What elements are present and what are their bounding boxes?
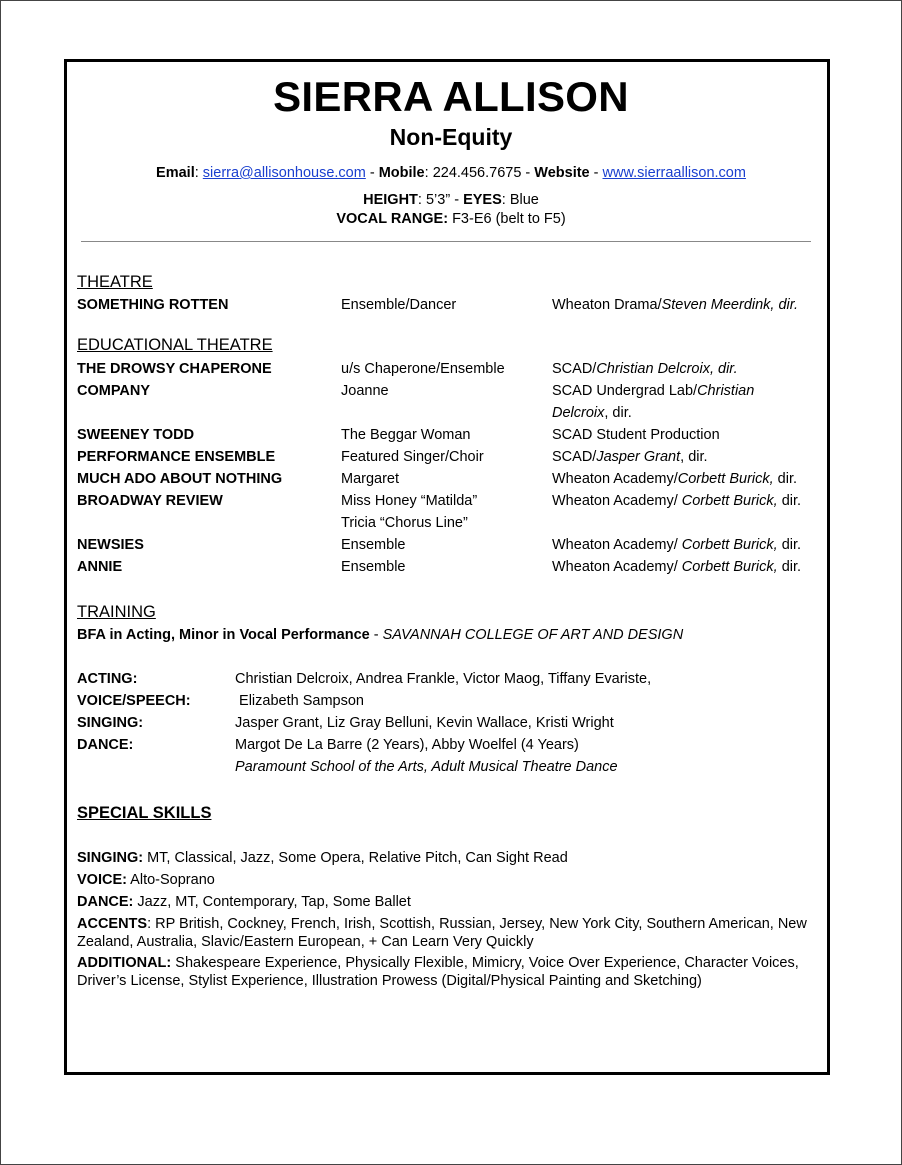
company-director	[552, 446, 708, 468]
training-instructors: Christian Delcroix, Andrea Frankle, Victor Maog, Tiffany Evariste,	[235, 671, 652, 687]
credit-row	[0, 380, 902, 402]
skill-label: DANCE:	[77, 894, 134, 910]
vocal-range-value: F3-E6 (belt to F5)	[452, 211, 566, 227]
show-title: BROADWAY REVIEW	[77, 493, 223, 509]
company: Wheaton Drama/	[552, 297, 662, 313]
company: SCAD/	[552, 449, 597, 465]
union-status: Non-Equity	[389, 124, 513, 150]
training-row	[0, 734, 902, 756]
company: Wheaton Academy/	[552, 537, 682, 553]
training-instructors: Margot De La Barre (2 Years), Abby Woelfel (4 Years)	[235, 737, 579, 753]
credit-row	[0, 358, 902, 380]
director: Corbett Burick,	[681, 559, 778, 575]
training-row	[0, 668, 902, 690]
training-label: SINGING:	[77, 715, 144, 731]
training-label: ACTING:	[77, 671, 138, 687]
company-director	[552, 294, 798, 316]
director: Jasper Grant	[596, 449, 681, 465]
training-label: VOICE/SPEECH:	[77, 693, 191, 709]
director-suffix: dir.	[777, 537, 802, 553]
contact-line: Email: sierra@allisonhouse.com - Mobile: 224.456.7675 - Website - www.sierraallison.com	[156, 165, 746, 181]
role: Miss Honey “Matilda”	[341, 493, 478, 509]
company: Wheaton Academy/	[552, 471, 678, 487]
show-title: NEWSIES	[77, 537, 144, 553]
role: Joanne	[341, 383, 389, 399]
skill-text: MT, Classical, Jazz, Some Opera, Relative Pitch, Can Sight Read	[143, 850, 568, 866]
actor-name: SIERRA ALLISON	[273, 73, 629, 120]
skill-item	[77, 893, 817, 911]
director-suffix: dir.	[777, 493, 802, 509]
credit-row	[0, 446, 902, 468]
company-director	[552, 358, 738, 380]
show-title: PERFORMANCE ENSEMBLE	[77, 449, 276, 465]
show-title: ANNIE	[77, 559, 123, 575]
role: u/s Chaperone/Ensemble	[341, 361, 505, 377]
educational-theatre-heading: EDUCATIONAL THEATRE	[77, 336, 273, 354]
skill-text: Alto-Soprano	[126, 872, 215, 888]
height-label: HEIGHT	[363, 192, 418, 208]
skill-item	[77, 954, 817, 990]
director: Corbett Burick,	[681, 537, 778, 553]
skill-label: VOICE:	[77, 872, 127, 888]
training-instructors: Jasper Grant, Liz Gray Belluni, Kevin Wallace, Kristi Wright	[235, 715, 614, 731]
director: Christian Delcroix, dir.	[596, 361, 738, 377]
training-label: DANCE:	[77, 737, 134, 753]
eyes-label: EYES	[463, 192, 502, 208]
theatre-heading: THEATRE	[77, 273, 153, 291]
training-row	[0, 690, 902, 712]
skill-item	[77, 849, 817, 867]
role: Tricia “Chorus Line”	[341, 515, 468, 531]
company-director	[552, 490, 801, 512]
director: Corbett Burick,	[677, 471, 774, 487]
email-link[interactable]: sierra@allisonhouse.com	[202, 165, 366, 181]
eyes-value: Blue	[509, 192, 539, 208]
skill-text: : RP British, Cockney, French, Irish, Scottish, Russian, Jersey, New York City, Southern American, New Zealand, Australia, Slavic/Eastern European, + Can Learn Very Quickly	[77, 916, 807, 950]
physical-stats: HEIGHT: 5’3” - EYES: Blue	[363, 192, 539, 208]
website-link[interactable]: www.sierraallison.com	[602, 165, 746, 181]
vocal-range-label: VOCAL RANGE:	[336, 211, 449, 227]
credit-row	[0, 534, 902, 556]
training-heading: TRAINING	[77, 603, 156, 621]
company: SCAD/	[552, 361, 597, 377]
company-director	[552, 468, 797, 490]
skill-label: ACCENTS	[77, 916, 148, 932]
director-suffix: dir.	[773, 471, 798, 487]
role: Ensemble	[341, 559, 406, 575]
role: Ensemble	[341, 537, 406, 553]
company: SCAD Student Production	[552, 427, 720, 443]
mobile-label: Mobile	[378, 165, 425, 181]
skill-item	[77, 915, 817, 951]
email-label: Email	[156, 165, 195, 181]
director: Steven Meerdink, dir.	[661, 297, 799, 313]
credit-row	[0, 468, 902, 490]
role: The Beggar Woman	[341, 427, 471, 443]
credit-row	[0, 294, 902, 316]
training-instructors: Paramount School of the Arts, Adult Musical Theatre Dance	[235, 759, 618, 775]
director-suffix: , dir.	[680, 449, 708, 465]
role: Margaret	[341, 471, 400, 487]
show-title: COMPANY	[77, 383, 151, 399]
skill-label: SINGING:	[77, 850, 144, 866]
company-director	[552, 380, 754, 402]
director: Corbett Burick,	[681, 493, 778, 509]
company-director	[552, 534, 801, 556]
company: Wheaton Academy/	[552, 493, 682, 509]
company-director	[552, 556, 801, 578]
website-label: Website	[534, 165, 590, 181]
skill-text: Jazz, MT, Contemporary, Tap, Some Ballet	[133, 894, 411, 910]
company-director	[552, 424, 720, 446]
show-title: MUCH ADO ABOUT NOTHING	[77, 471, 283, 487]
credit-row	[0, 556, 902, 578]
company: SCAD Undergrad Lab/	[552, 383, 698, 399]
training-instructors: Elizabeth Sampson	[235, 693, 364, 709]
training-row	[0, 712, 902, 734]
director: Christian	[697, 383, 755, 399]
show-title: SOMETHING ROTTEN	[77, 297, 229, 313]
height-value: 5’3”	[425, 192, 451, 208]
credit-row	[0, 490, 902, 512]
role: Ensemble/Dancer	[341, 297, 457, 313]
degree-line	[0, 624, 902, 646]
skill-item	[77, 871, 817, 889]
show-title: SWEENEY TODD	[77, 427, 195, 443]
mobile-number: 224.456.7675	[432, 165, 522, 181]
special-skills-heading: SPECIAL SKILLS	[77, 804, 212, 822]
school-name: SAVANNAH COLLEGE OF ART AND DESIGN	[382, 627, 684, 643]
director: Delcroix	[552, 405, 605, 421]
vocal-range	[0, 210, 902, 228]
skill-text: Shakespeare Experience, Physically Flexible, Mimicry, Voice Over Experience, Character Voices, Driver’s License, Stylist Experience, Illustration Prowess (Digital/Physical Painting and Sketching)	[77, 955, 799, 989]
training-row	[0, 756, 902, 778]
skill-label: ADDITIONAL:	[77, 955, 172, 971]
show-title: THE DROWSY CHAPERONE	[77, 361, 272, 377]
company-director	[552, 402, 632, 424]
credit-row	[0, 424, 902, 446]
company: Wheaton Academy/	[552, 559, 682, 575]
credit-row	[0, 512, 902, 534]
director-suffix: , dir.	[604, 405, 632, 421]
degree: BFA in Acting, Minor in Vocal Performance - SAVANNAH COLLEGE OF ART AND DESIGN	[77, 627, 684, 643]
director-suffix: dir.	[777, 559, 802, 575]
role: Featured Singer/Choir	[341, 449, 484, 465]
header-divider	[81, 241, 811, 242]
credit-row	[0, 402, 902, 424]
